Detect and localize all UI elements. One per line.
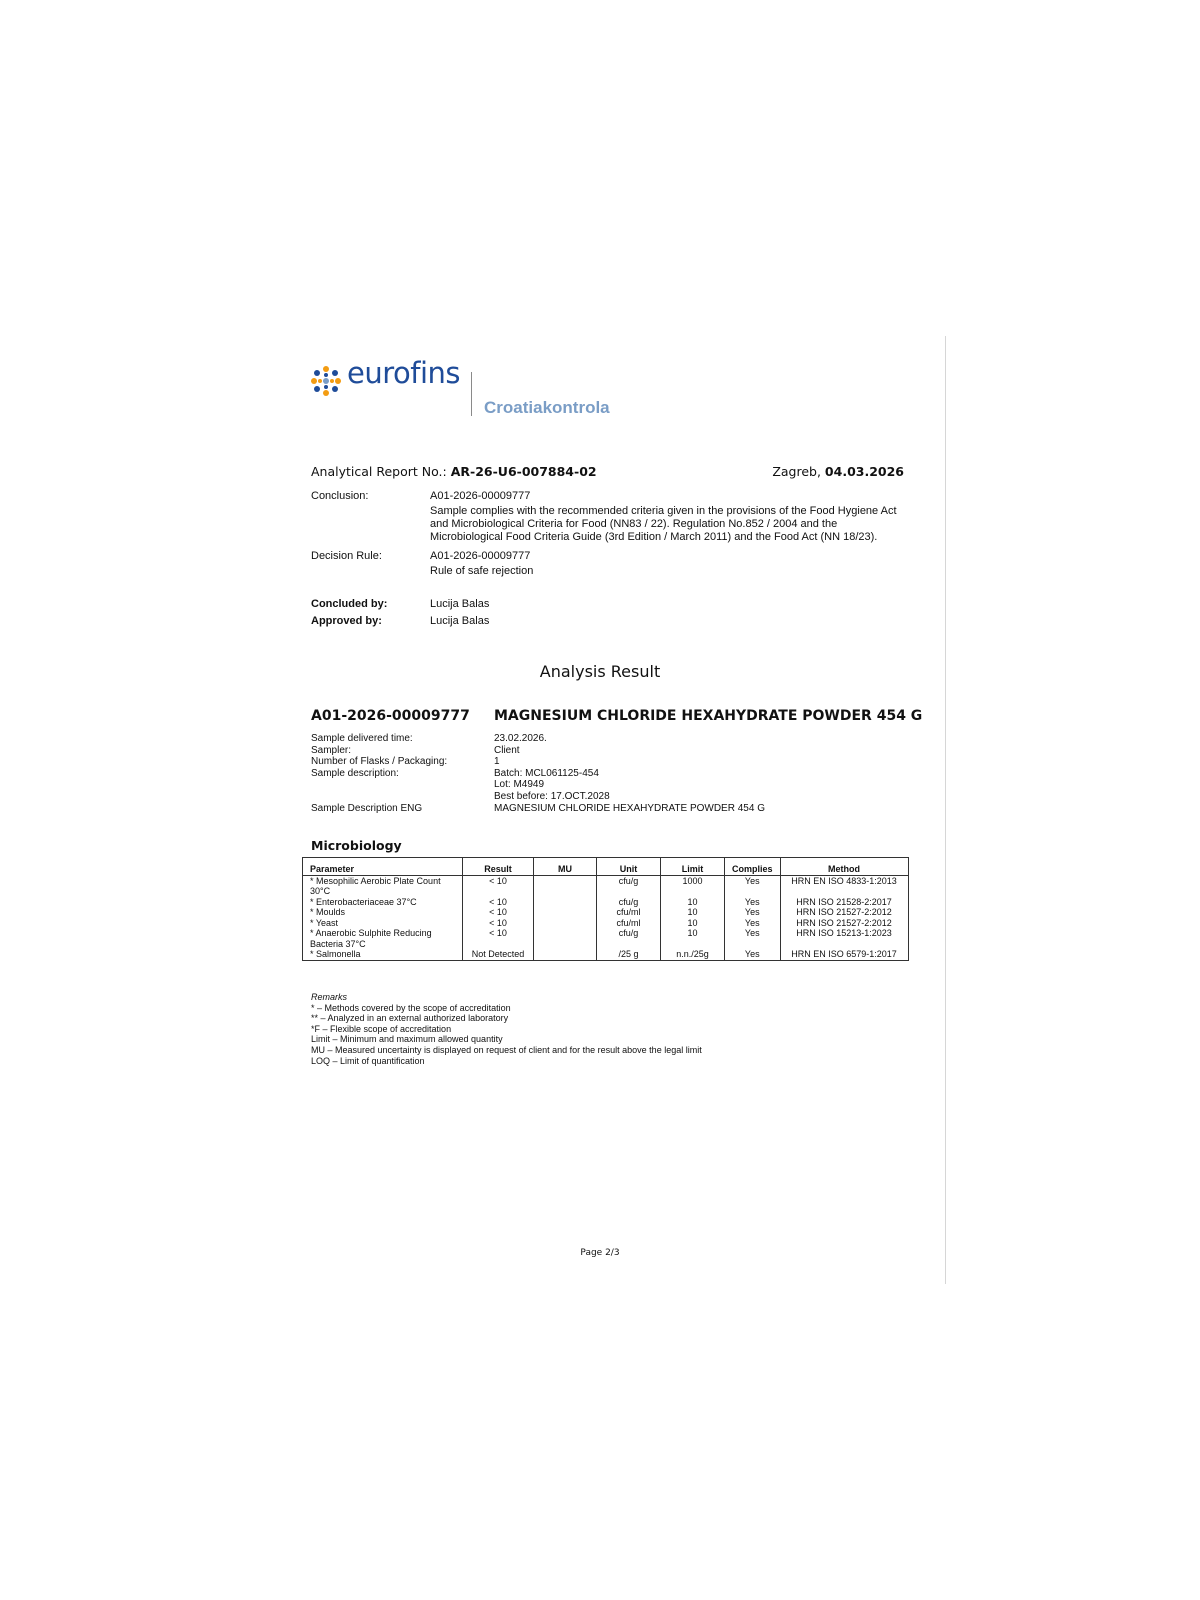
cell-unit: cfu/ml [597,918,661,929]
approved-by-label: Approved by: [311,615,382,627]
sampler-label: Sampler: [311,744,352,756]
description-eng-value: MAGNESIUM CHLORIDE HEXAHYDRATE POWDER 454 G [494,802,765,814]
cell-mu [534,928,597,949]
conclusion-code: A01-2026-00009777 [430,490,531,502]
eurofins-logo-icon [311,366,341,396]
cell-complies: Yes [725,875,781,897]
sample-heading [311,708,923,724]
table-row [303,949,909,960]
cell-parameter: * Yeast [303,918,463,929]
cell-unit: cfu/g [597,897,661,908]
cell-unit: cfu/g [597,928,661,949]
header-result: Result [463,858,534,876]
delivered-label: Sample delivered time: [311,733,413,744]
cell-unit: cfu/ml [597,907,661,918]
cell-method: HRN ISO 15213-1:2023 [780,928,908,949]
cell-method: HRN ISO 21528-2:2017 [780,897,908,908]
remarks-block [311,992,702,1066]
cell-parameter: * Mesophilic Aerobic Plate Count 30°C [303,875,463,897]
conclusion-label: Conclusion: [311,490,369,502]
table-row [303,907,909,918]
cell-limit: n.n./25g [661,949,725,960]
sample-product: MAGNESIUM CHLORIDE HEXAHYDRATE POWDER 454 G [494,708,923,724]
table-row [303,928,909,949]
cell-result: < 10 [463,875,534,897]
cell-complies: Yes [725,918,781,929]
header-complies: Complies [725,858,781,876]
header-limit: Limit [661,858,725,876]
header-mu: MU [534,858,597,876]
report-number: AR-26-U6-007884-02 [450,464,597,479]
cell-complies: Yes [725,907,781,918]
remark-line: * – Methods covered by the scope of accreditation [311,1002,511,1013]
remark-line: MU – Measured uncertainty is displayed on request of client and for the result above the legal limit [311,1044,702,1055]
remarks-title: Remarks [311,992,348,1002]
cell-limit: 10 [661,918,725,929]
report-date-block [772,464,904,479]
page-edge-line [945,336,946,1284]
best-before-value: Best before: 17.OCT.2028 [494,791,610,802]
delivered-value: 23.02.2026. [494,733,547,744]
cell-parameter: * Moulds [303,907,463,918]
cell-result: < 10 [463,918,534,929]
cell-parameter: * Anaerobic Sulphite Reducing Bacteria 37°C [303,928,463,949]
brand-name: eurofins [347,356,461,390]
table-row [303,897,909,908]
page-number: Page 2/3 [580,1248,620,1258]
eurofins-logo [311,356,641,426]
cell-result: Not Detected [463,949,534,960]
report-date: 04.03.2026 [824,464,904,479]
cell-mu [534,918,597,929]
cell-complies: Yes [725,897,781,908]
header-parameter: Parameter [303,858,463,876]
results-table [302,857,909,961]
approved-by-value: Lucija Balas [430,615,490,627]
cell-complies: Yes [725,949,781,960]
description-label: Sample description: [311,767,399,779]
sample-id: A01-2026-00009777 [311,708,470,724]
table-row [303,875,909,897]
decision-label: Decision Rule: [311,550,382,562]
remark-line: ** – Analyzed in an external authorized laboratory [311,1013,509,1024]
batch-value: Batch: MCL061125-454 [494,767,599,779]
cell-mu [534,907,597,918]
sampler-value: Client [494,744,520,756]
header-unit: Unit [597,858,661,876]
conclusion-text: Sample complies with the recommended criteria given in the provisions of the Food Hygiene Act and Microbiological Criteria for Food (NN83 / 22). Regulation No.852 / 2004 and the Microbiological Food Criteria Guide (3rd Edition / March 2011) and the Food Act (NN 18/23). [430,505,897,543]
conclusion-value [430,490,900,544]
cell-result: < 10 [463,907,534,918]
decision-text: Rule of safe rejection [430,565,534,577]
flasks-label: Number of Flasks / Packaging: [311,756,448,768]
results-header-row [303,858,909,876]
remark-line: LOQ – Limit of quantification [311,1055,425,1066]
concluded-by-label: Concluded by: [311,598,388,610]
report-city: Zagreb, [772,464,821,479]
decision-code: A01-2026-00009777 [430,550,531,562]
cell-mu [534,949,597,960]
cell-result: < 10 [463,928,534,949]
cell-complies: Yes [725,928,781,949]
remark-line: Limit – Minimum and maximum allowed quantity [311,1034,503,1045]
remark-line: *F – Flexible scope of accreditation [311,1023,452,1034]
microbiology-title: Microbiology [311,838,402,853]
cell-parameter: * Salmonella [303,949,463,960]
subbrand-name: Croatiakontrola [484,398,610,417]
cell-method: HRN ISO 21527-2:2012 [780,918,908,929]
cell-method: HRN EN ISO 4833-1:2013 [780,875,908,897]
lot-value: Lot: M4949 [494,779,545,791]
cell-parameter: * Enterobacteriaceae 37°C [303,897,463,908]
cell-limit: 10 [661,928,725,949]
cell-limit: 1000 [661,875,725,897]
cell-unit: /25 g [597,949,661,960]
section-title: Analysis Result [539,662,661,681]
logo-divider [471,372,472,416]
cell-mu [534,897,597,908]
report-line [311,464,904,479]
cell-method: HRN EN ISO 6579-1:2017 [780,949,908,960]
concluded-by-value: Lucija Balas [430,598,490,610]
cell-method: HRN ISO 21527-2:2012 [780,907,908,918]
cell-mu [534,875,597,897]
table-row [303,918,909,929]
cell-result: < 10 [463,897,534,908]
report-number-label: Analytical Report No.: [311,464,447,479]
decision-value [430,550,900,578]
description-eng-label: Sample Description ENG [311,802,423,814]
cell-limit: 10 [661,907,725,918]
cell-limit: 10 [661,897,725,908]
header-method: Method [780,858,908,876]
flasks-value: 1 [494,756,500,768]
cell-unit: cfu/g [597,875,661,897]
